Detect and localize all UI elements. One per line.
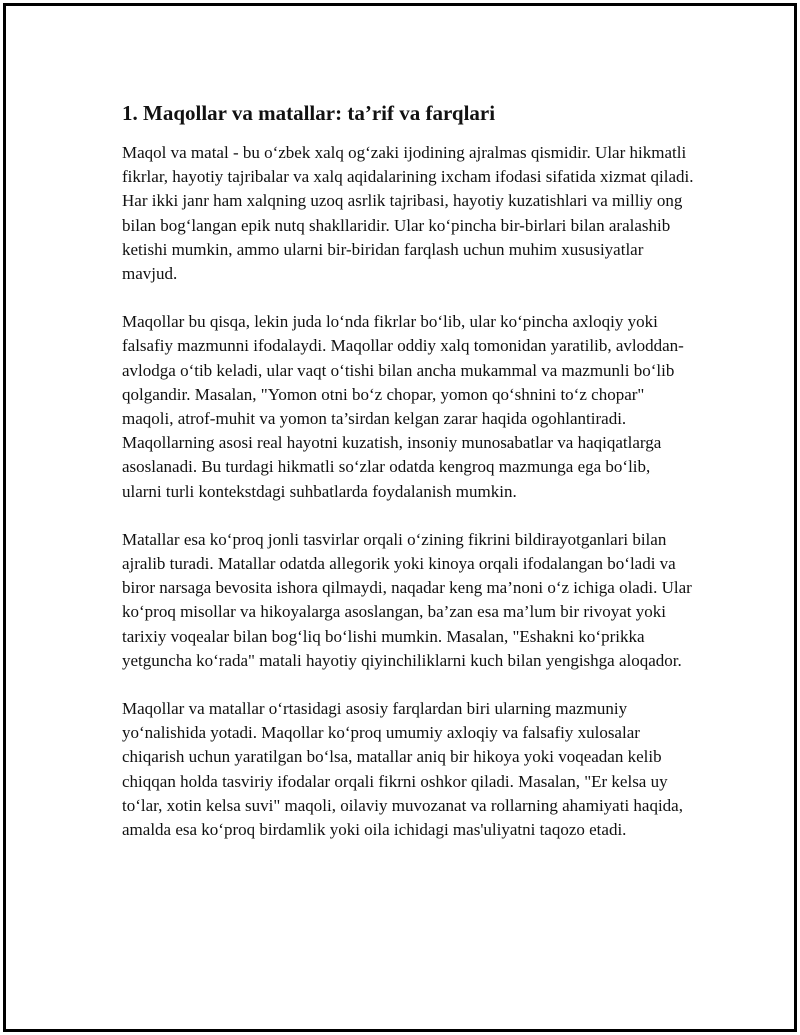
paragraph-differences: Maqollar va matallar o‘rtasidagi asosiy farqlardan biri ularning mazmuniy yo‘nalishida yotadi. Maqollar ko‘proq umumiy axloqiy va falsafiy xulosalar chiqarish uchun yaratilgan bo‘lsa, matallar aniq bir hikoya yoki voqeadan kelib chiqqan holda tasviriy ifodalar orqali fikrni oshkor qiladi. Masalan, "Er kelsa uy to‘lar, xotin kelsa suvi" maqoli, oilaviy muvozanat va rollarning ahamiyati haqida, amalda esa ko‘proq birdamlik yoki oila ichidagi mas'uliyatni taqozo etadi. [122,699,683,840]
page-frame [3,3,797,1032]
document-body [122,98,694,866]
paragraph-maqollar: Maqollar bu qisqa, lekin juda lo‘nda fikrlar bo‘lib, ular ko‘pincha axloqiy yoki falsafiy mazmunni ifodalaydi. Maqollar oddiy xalq tomonidan yaratilib, avloddan-avlodga o‘tib keladi, ular vaqt o‘tishi bilan ancha mukammal va mazmunli bo‘lib qolgandir. Masalan, "Yomon otni bo‘z chopar, yomon qo‘shnini to‘z chopar" maqoli, atrof-muhit va yomon ta’sirdan kelgan zarar haqida ogohlantiradi. Maqollarning asosi real hayotni kuzatish, insoniy munosabatlar va haqiqatlarga asoslanadi. Bu turdagi hikmatli so‘zlar odatda kengroq mazmunga ega bo‘lib, ularni turli kontekstdagi suhbatlarda foydalanish mumkin. [122,312,684,501]
section-heading: 1. Maqollar va matallar: ta’rif va farqlari [122,101,496,125]
paragraph-intro: Maqol va matal - bu o‘zbek xalq og‘zaki ijodining ajralmas qismidir. Ular hikmatli fikrlar, hayotiy tajribalar va xalq aqidalarining ixcham ifodasi sifatida xizmat qiladi. Har ikki janr ham xalqning uzoq asrlik tajribasi, hayotiy kuzatishlari va milliy ong bilan bog‘langan epik nutq shakllaridir. Ular ko‘pincha bir-birlari bilan aralashib ketishi mumkin, ammo ularni bir-biridan farqlash uchun muhim xususiyatlar mavjud. [122,143,694,284]
paragraph-matallar: Matallar esa ko‘proq jonli tasvirlar orqali o‘zining fikrini bildirayotganlari bilan ajralib turadi. Matallar odatda allegorik yoki kinoya orqali ifodalangan bo‘ladi va biror narsaga bevosita ishora qilmaydi, naqadar keng ma’noni o‘z ichiga oladi. Ular ko‘proq misollar va hikoyalarga asoslangan, ba’zan esa ma’lum bir rivoyat yoki tarixiy voqealar bilan bog‘liq bo‘lishi mumkin. Masalan, "Eshakni ko‘prikka yetguncha ko‘rada" matali hayotiy qiyinchiliklarni kuch bilan yengishga aloqador. [122,529,692,670]
